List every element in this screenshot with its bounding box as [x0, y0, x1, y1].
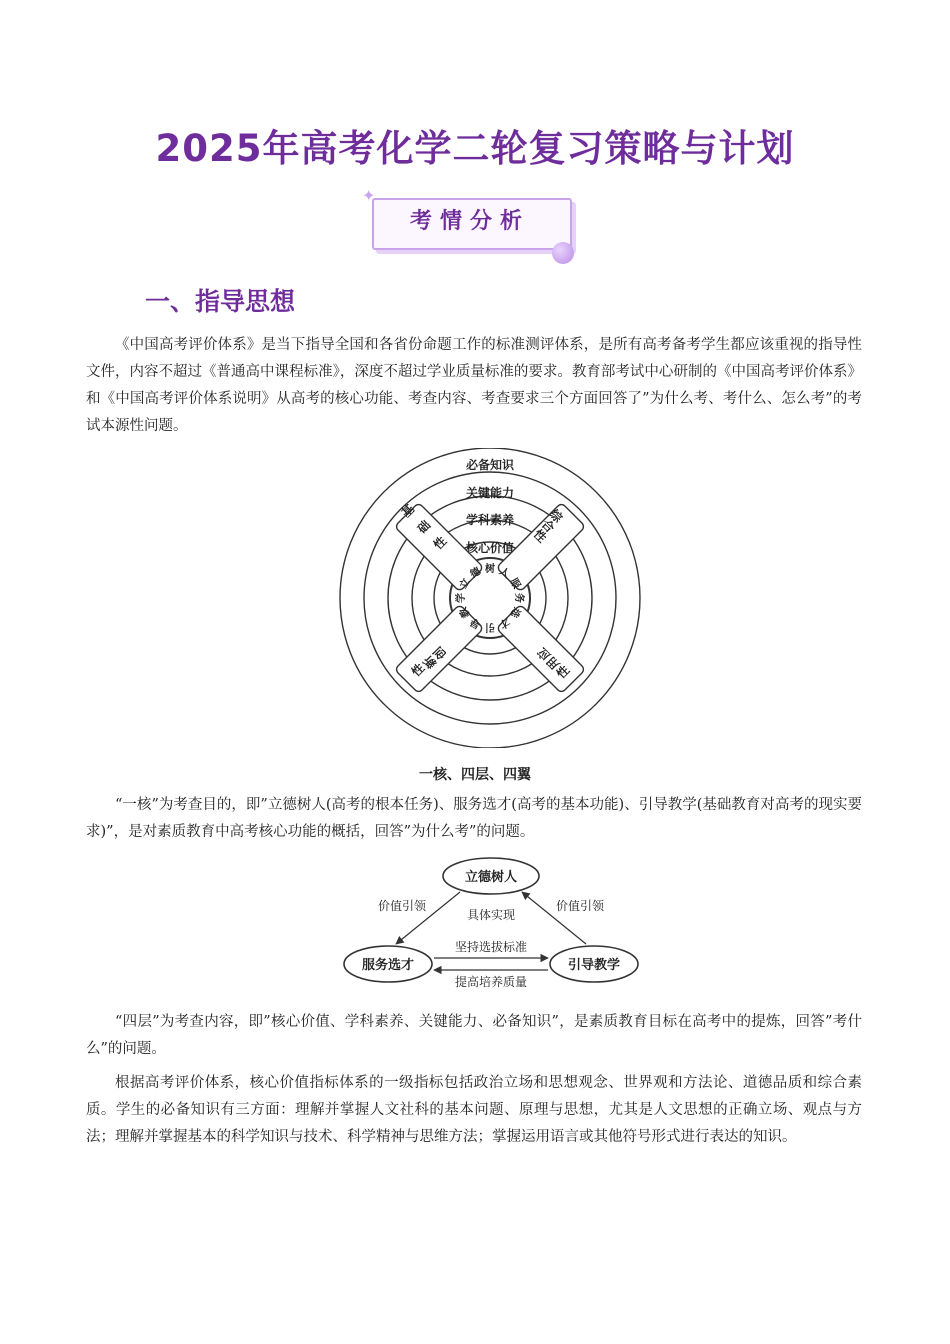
core-char: 引: [485, 621, 495, 632]
badge-label: 考情分析: [409, 209, 530, 234]
center-label: 具体实现: [466, 908, 516, 922]
wing-tl-char-2: 础: [414, 517, 434, 537]
wing-tl-char-3: 性: [430, 533, 450, 553]
wheel-caption: 一核、四层、四翼: [419, 767, 531, 783]
core-char: 教: [458, 605, 473, 620]
wing-br-char-2: 用: [543, 653, 563, 673]
node-left-label: 服务选才: [361, 958, 415, 973]
wing-bl-char-1: 创: [430, 643, 450, 663]
bottom-lower-label: 提高培养质量: [454, 975, 528, 989]
paragraph-four-layers: “四层”为考查内容，即”核心价值、学科素养、关键能力、必备知识”，是素质教育目标在高考中的提炼，回答”考什么”的问题。: [86, 1014, 862, 1057]
wing-br-char-1: 应: [534, 644, 554, 664]
core-char: 学: [456, 593, 467, 603]
decorative-dot-icon: [552, 242, 574, 264]
section-badge: [362, 186, 588, 268]
paragraph-core-values: 根据高考评价体系，核心价值指标体系的一级指标包括政治立场和思想观念、世界观和方法论、道德品质和综合素质。学生的必备知识有三方面：理解并掌握人文社科的基本问题、原理与思想，尤其是人文思想的正确立场、观点与方法；理解并掌握基本的科学知识与技术、科学精神与思维方法；掌握运用语言或其他符号形式进行表达的知识。: [86, 1075, 862, 1145]
core-char: 树: [485, 564, 495, 575]
layer-label-4: 核心价值: [465, 541, 515, 555]
node-top-label: 立德树人: [464, 870, 518, 885]
core-char: 德: [468, 566, 483, 581]
paragraph-intro: 《中国高考评价体系》是当下指导全国和各省份命题工作的标准测评体系，是所有高考备考学生都应该重视的指导性文件，内容不超过《普通高中课程标准》，深度不超过学业质量标准的要求。教育部考试中心研制的《中国高考评价体系》和《中国高考评价体系说明》从高考的核心功能、考查内容、考查要求三个方面回答了”为什么考、考什么、怎么考”的考试本源性问题。: [86, 337, 862, 434]
core-char: 服: [507, 576, 522, 591]
wing-tl-char-1: 基: [398, 501, 418, 521]
layer-label-1: 必备知识: [465, 458, 515, 472]
core-char: 导: [468, 615, 483, 630]
wing-bl-char-3: 性: [408, 660, 428, 680]
sparkle-icon: ✦: [362, 186, 376, 205]
core-char: 立: [458, 576, 473, 591]
bottom-upper-label: 坚持选拔标准: [454, 940, 528, 954]
core-char: 选: [507, 605, 522, 620]
wheel-diagram: [330, 448, 650, 748]
wing-tr-char-1: 综: [546, 506, 566, 526]
core-char: 才: [497, 615, 512, 630]
right-edge-label: 价值引领: [555, 899, 605, 913]
paragraph-one-core: “一核”为考查目的，即”立德树人(高考的根本任务)、服务选才(高考的基本功能)、引导教学(基础教育对高考的现实要求)”，是对素质教育中高考核心功能的概括，回答”为什么考”的问题。: [86, 797, 862, 840]
node-right-label: 引导教学: [567, 958, 621, 973]
left-edge-label: 价值引领: [377, 899, 427, 913]
wing-bl-char-2: 新: [420, 652, 440, 672]
core-char: 务: [513, 593, 524, 603]
wing-br-char-3: 性: [553, 662, 573, 682]
page-title: 2025年高考化学二轮复习策略与计划: [155, 127, 795, 170]
triangle-diagram: [336, 854, 646, 994]
section-heading: 一、指导思想: [145, 287, 296, 316]
layer-label-2: 关键能力: [465, 486, 515, 500]
wing-tr-char-3: 性: [530, 526, 550, 546]
core-char: 人: [497, 566, 512, 581]
wing-tr-char-2: 合: [538, 516, 558, 536]
layer-label-3: 学科素养: [465, 513, 515, 527]
